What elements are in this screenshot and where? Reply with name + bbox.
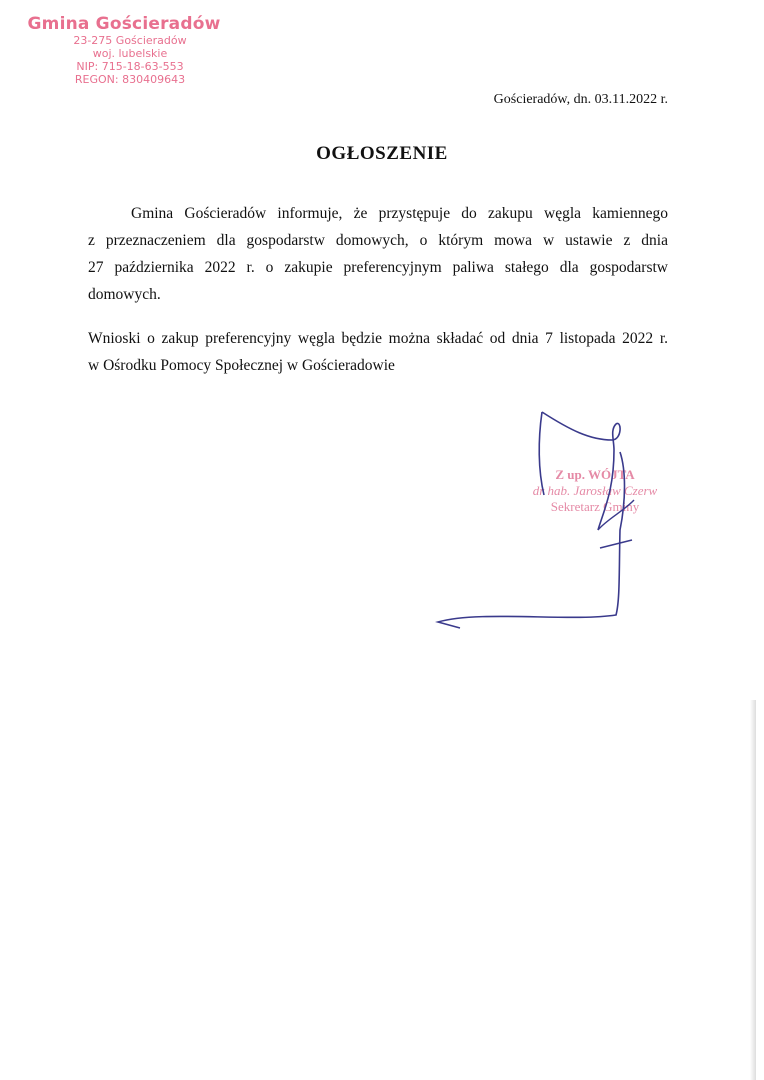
document-date: Gościeradów, dn. 03.11.2022 r. <box>493 92 668 107</box>
document-title: OGŁOSZENIE <box>316 143 448 164</box>
paragraph-line: w Ośrodku Pomocy Społecznej w Gościeradowie <box>88 357 395 374</box>
paragraph-line: Wnioski o zakup preferencyjny węgla będzie można składać od dnia 7 listopada 2022 r. <box>88 330 668 347</box>
paragraph-line: domowych. <box>88 286 161 303</box>
seal-line-name: dr hab. Jarosław Czerw <box>532 483 658 498</box>
paragraph-line: Gmina Gościeradów informuje, że przystępuje do zakupu węgla kamiennego <box>131 205 668 222</box>
stamp-address: 23-275 Gościeradów <box>73 34 187 47</box>
stamp-nip: NIP: 715-18-63-553 <box>76 60 184 73</box>
paragraph-applications <box>88 325 668 379</box>
stamp-regon: REGON: 830409643 <box>74 73 186 86</box>
stamp-name: Gmina Gościeradów <box>27 14 221 34</box>
seal-line-role: Sekretarz Gminy <box>550 499 640 514</box>
handwritten-signature <box>420 400 700 640</box>
paragraph-line: 27 października 2022 r. o zakupie preferencyjnym paliwa stałego dla gospodarstw <box>88 259 668 276</box>
paragraph-announcement <box>88 200 668 308</box>
seal-line-authority: Z up. WÓJTA <box>555 467 635 482</box>
stamp-province: woj. lubelskie <box>92 47 168 60</box>
paragraph-line: z przeznaczeniem dla gospodarstw domowych, o którym mowa w ustawie z dnia <box>88 232 668 249</box>
municipality-stamp <box>27 14 230 86</box>
scan-edge-shadow <box>750 700 756 1080</box>
